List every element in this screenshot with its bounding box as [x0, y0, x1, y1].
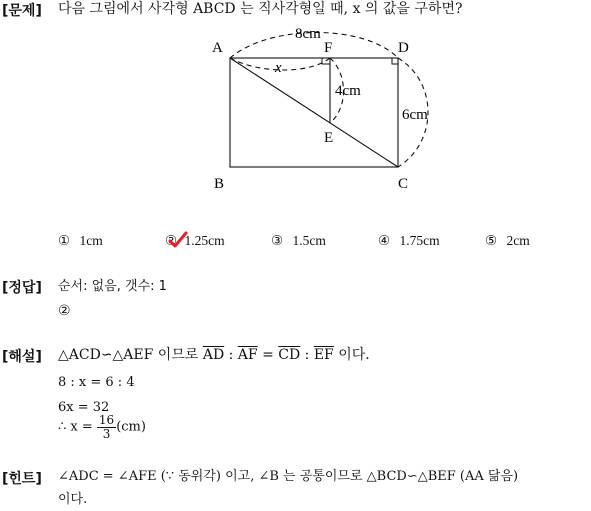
- solution-step1: 8 : x = 6 : 4: [58, 375, 135, 390]
- similarity-end: 이다.: [333, 347, 370, 363]
- choice-4[interactable]: [378, 233, 440, 249]
- solution-step3: [58, 414, 146, 441]
- similarity-text: △ACD∽△AEF 이므로: [58, 347, 203, 363]
- hint-line1: ∠ADC = ∠AFE (∵ 동위각) 이고, ∠B 는 공통이므로 △BCD∽△BEF (AA 닮음): [58, 469, 519, 484]
- choice-1[interactable]: [58, 233, 103, 249]
- label-e: E: [324, 130, 334, 146]
- choice-2[interactable]: [165, 233, 225, 249]
- label-a: A: [212, 40, 223, 56]
- segment-af: $\overline{AF}$: [237, 347, 258, 363]
- choice-mark: ④: [378, 233, 391, 249]
- label-f: F: [324, 40, 333, 56]
- step3-prefix: ∴ x =: [58, 419, 97, 435]
- choice-mark: ③: [271, 233, 284, 249]
- fraction-numerator: 16: [98, 413, 115, 427]
- choice-text: 2cm: [506, 233, 530, 248]
- label-c: C: [398, 176, 409, 192]
- colon: :: [224, 347, 238, 363]
- geometry-figure: [200, 22, 460, 192]
- label-x: x: [275, 60, 282, 76]
- equals: =: [257, 347, 279, 363]
- choice-mark: ⑤: [485, 233, 498, 249]
- problem-text: 다음 그림에서 사각형 ABCD 는 직사각형일 때, x 의 값을 구하면?: [58, 1, 463, 17]
- choice-5[interactable]: [485, 233, 530, 249]
- label-6cm: 6cm: [402, 107, 428, 123]
- label-b: B: [214, 176, 225, 192]
- choice-mark: ②: [165, 233, 178, 249]
- choice-text: 1cm: [79, 233, 103, 248]
- hint-tag: [힌트]: [2, 471, 42, 487]
- problem-tag: [문제]: [2, 3, 42, 19]
- fraction: [97, 414, 116, 441]
- choice-text: 1.25cm: [184, 233, 225, 248]
- choice-text: 1.75cm: [399, 233, 440, 248]
- colon: :: [300, 347, 314, 363]
- diagonal-ac: [230, 58, 398, 167]
- step3-suffix: (cm): [116, 419, 146, 435]
- label-8cm: 8cm: [295, 26, 321, 42]
- answer-choice: ②: [58, 303, 71, 319]
- answer-order-count: 순서: 없음, 갯수: 1: [58, 279, 167, 294]
- hint-line2: 이다.: [58, 492, 88, 507]
- answer-tag: [정답]: [2, 280, 42, 296]
- segment-ad: $\overline{AD}$: [202, 347, 225, 363]
- segment-ef: $\overline{EF}$: [313, 347, 334, 363]
- label-d: D: [398, 40, 409, 56]
- right-angle-d: [392, 58, 398, 64]
- solution-step2: 6x = 32: [58, 400, 110, 415]
- check-icon: [168, 231, 188, 249]
- label-4cm: 4cm: [335, 83, 361, 99]
- choice-3[interactable]: [271, 233, 326, 249]
- solution-similarity: [58, 346, 370, 364]
- fraction-denominator: 3: [102, 427, 111, 441]
- choice-text: 1.5cm: [292, 233, 326, 248]
- segment-cd: $\overline{CD}$: [278, 347, 301, 363]
- choice-mark: ①: [58, 233, 71, 249]
- solution-tag: [해설]: [2, 349, 42, 365]
